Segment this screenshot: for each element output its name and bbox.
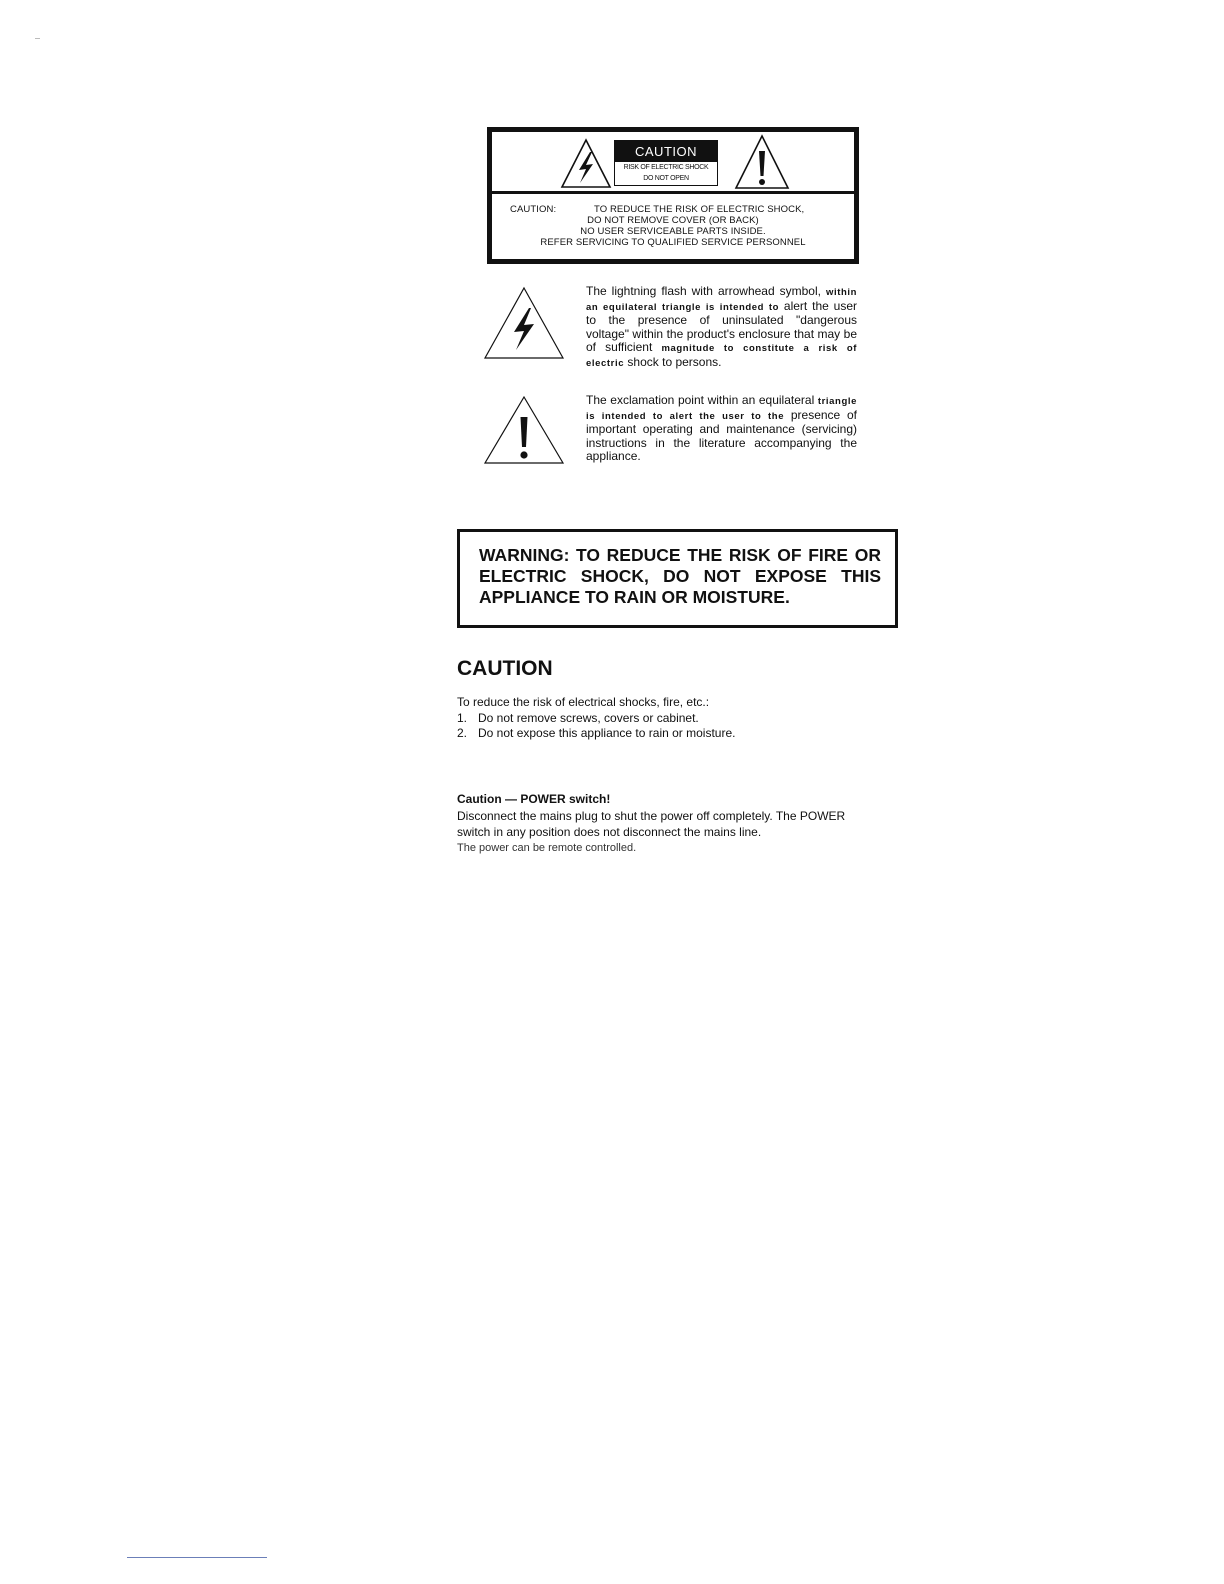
list-item-number: 1. [457, 710, 468, 725]
exclamation-triangle-icon [734, 134, 790, 190]
corner-mark [35, 38, 40, 39]
caution-label-header: CAUTION [615, 141, 717, 162]
exclamation-text-b: triangle is intended to alert the user to the [586, 396, 857, 422]
power-switch-text [457, 808, 867, 856]
list-item [457, 711, 757, 727]
list-item-number: 2. [457, 726, 468, 740]
caution-label-sub1: RISK OF ELECTRIC SHOCK [623, 164, 709, 171]
caution-heading: CAUTION [457, 657, 553, 680]
warning-box [457, 529, 898, 628]
caution-label-line2: DO NOT REMOVE COVER (OR BACK) [587, 215, 759, 226]
lightning-text-a: The lightning flash with arrowhead symbol, [586, 284, 821, 298]
lightning-triangle-icon [560, 138, 612, 190]
lightning-text-c: alert the user to the presence of uninsulated "dangerous voltage" within the product's enclosure that may be of sufficient [586, 298, 857, 355]
lightning-symbol-icon [483, 286, 565, 360]
lightning-explanation [586, 285, 857, 371]
warning-text: WARNING: TO REDUCE THE RISK OF FIRE OR ELECTRIC SHOCK, DO NOT EXPOSE THIS APPLIANCE TO RAIN OR MOISTURE. [479, 545, 881, 607]
caution-label [487, 127, 859, 264]
caution-label-prefix: CAUTION: [510, 204, 557, 215]
power-switch-note: The power can be remote controlled. [457, 842, 637, 854]
caution-label-line1: TO REDUCE THE RISK OF ELECTRIC SHOCK, [594, 204, 805, 215]
exclamation-text-c: presence of important operating and maintenance (servicing) instructions in the literature accompanying the appliance. [586, 407, 857, 464]
caution-label-sub2: DO NOT OPEN [643, 175, 689, 182]
power-switch-body: Disconnect the mains plug to shut the power off completely. The POWER switch in any position does not disconnect the mains line. [457, 809, 846, 839]
power-switch-title: Caution — POWER switch! [457, 792, 611, 806]
exclamation-symbol-icon [483, 395, 565, 465]
footer-rule [127, 1557, 267, 1558]
lightning-text-d: magnitude to constitute a risk of electric [586, 343, 857, 369]
list-item-text: Do not remove screws, covers or cabinet. [478, 710, 699, 725]
exclamation-text-a: The exclamation point within an equilateral [586, 393, 815, 407]
caution-label-center [614, 140, 718, 186]
list-item-text: Do not expose this appliance to rain or moisture. [478, 726, 736, 740]
caution-label-top [492, 132, 854, 194]
caution-list [457, 695, 757, 742]
caution-label-line4: REFER SERVICING TO QUALIFIED SERVICE PERSONNEL [540, 237, 806, 248]
list-item [457, 726, 757, 742]
caution-intro: To reduce the risk of electrical shocks, fire, etc.: [457, 695, 710, 709]
caution-label-line3: NO USER SERVICEABLE PARTS INSIDE. [580, 226, 766, 237]
exclamation-explanation [586, 394, 857, 464]
lightning-text-e: shock to persons. [627, 354, 722, 369]
lightning-text-b: within an equilateral triangle is intended to [586, 287, 858, 313]
